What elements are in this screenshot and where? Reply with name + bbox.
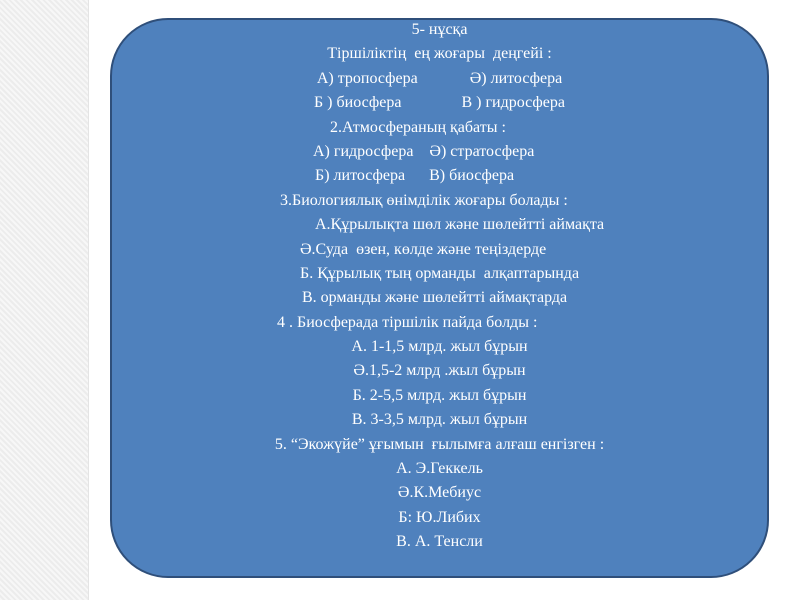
quiz-content <box>110 18 769 555</box>
question-4-option-ae: Ә.1,5-2 млрд .жыл бұрын <box>353 362 526 380</box>
decorative-side-stripe <box>0 0 88 600</box>
question-3-option-v: В. орманды және шөлейтті аймақтарда <box>302 289 568 307</box>
question-2: 2.Атмосфераның қабаты : <box>330 118 506 136</box>
variant-title: 5- нұсқа <box>411 21 468 38</box>
question-4-option-v: В. 3-3,5 млрд. жыл бұрын <box>351 411 528 429</box>
question-3-option-ae: Ә.Суда өзен, көлде және теңіздерде <box>300 240 547 258</box>
question-3-option-a: А.Құрылықта шөл және шөлейтті аймақта <box>315 216 605 234</box>
question-3-option-b: Б. Құрылық тың орманды алқаптарында <box>300 264 580 282</box>
question-4-option-a: А. 1-1,5 млрд. жыл бұрын <box>351 338 528 356</box>
question-4-option-b: Б. 2-5,5 млрд. жыл бұрын <box>352 386 527 404</box>
question-1-options-row-1: А) тропосфера Ә) литосфера <box>316 69 563 87</box>
question-3: 3.Биологиялық өнімділік жоғары болады : <box>280 191 568 209</box>
question-5: 5. “Экожүйе” ұғымын ғылымға алғаш енгізген : <box>274 435 605 453</box>
question-1: Тіршіліктің ең жоғары деңгейі : <box>327 45 552 63</box>
question-4: 4 . Биосферада тіршілік пайда болды : <box>277 313 538 331</box>
side-divider <box>88 0 89 600</box>
question-5-option-ae: Ә.К.Мебиус <box>397 484 482 502</box>
question-2-options-row-2: Б) литосфера В) биосфера <box>315 167 515 185</box>
question-1-options-row-2: Б ) биосфера В ) гидросфера <box>313 94 565 112</box>
question-5-option-v: В. А. Тенсли <box>396 533 483 551</box>
question-2-options-row-1: А) гидросфера Ә) стратосфера <box>313 142 535 160</box>
question-5-option-a: А. Э.Геккель <box>396 460 483 478</box>
question-5-option-b: Б: Ю.Либих <box>398 508 481 526</box>
